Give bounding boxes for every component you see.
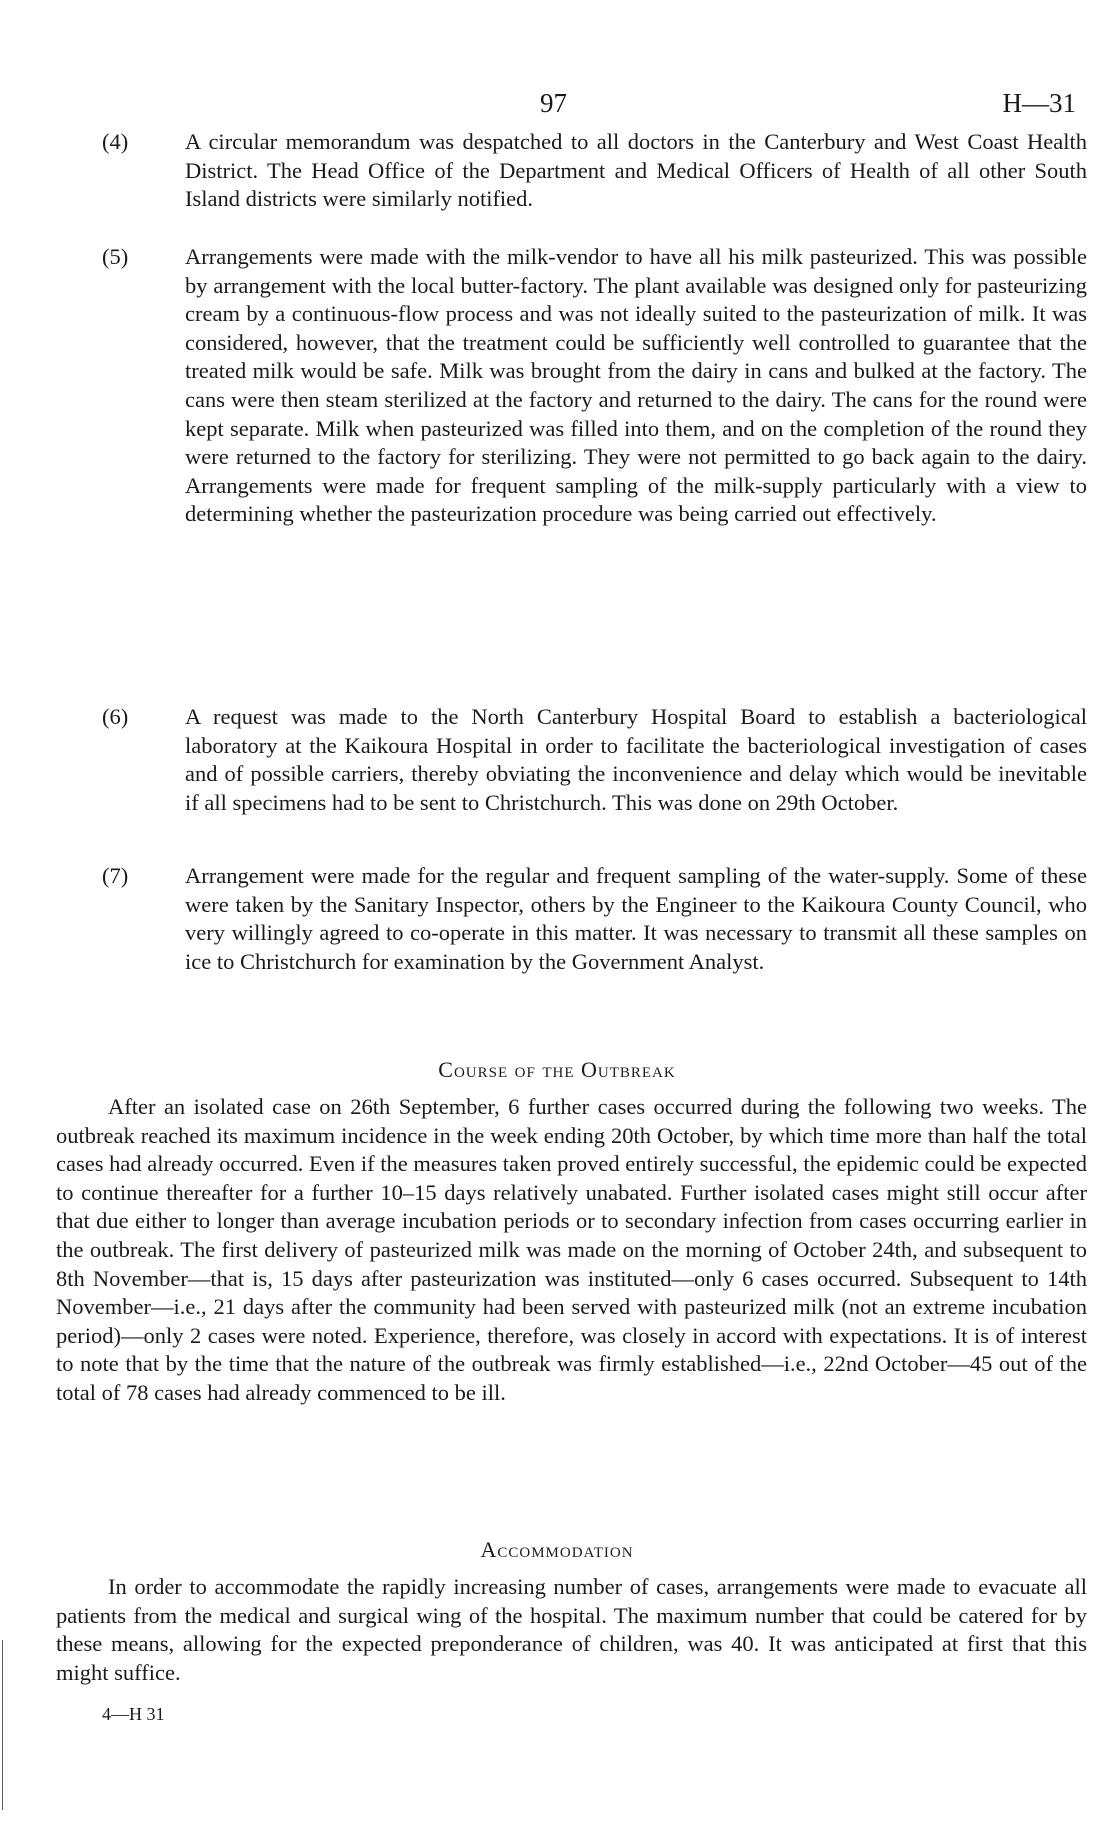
section-heading: Accommodation (480, 1537, 634, 1562)
item-text: Arrangements were made with the milk-vendor to have all his milk pasteurized. This was possible by arrangement with the local butter-factory. The plant available was designed only for pasteurizing cream by a continuous-flow process and was not ideally suited to the pasteurization of milk. It was considered, however, that the treatment could be sufficiently well controlled to guarantee that the treated milk would be safe. Milk was brought from the dairy in cans and bulked at the factory. The cans were then steam sterilized at the factory and returned to the dairy. The cans for the round were kept separate. Milk when pasteurized was filled into them, and on the completion of the round they were returned to the factory for sterilizing. They were not permitted to go back again to the dairy. Arrangements were made for frequent sampling of the milk-supply particularly with a view to determining whether the pasteurization procedure was being carried out effectively. (185, 244, 1087, 527)
item-text: A request was made to the North Canterbury Hospital Board to establish a bacteriological laboratory at the Kaikoura Hospital in order to facilitate the bacteriological investigation of cases and of possible carriers, thereby obviating the inconvenience and delay which would be inevitable if all specimens had to be sent to Christchurch. This was done on 29th October. (185, 704, 1087, 815)
section-heading: Course of the Outbreak (438, 1057, 676, 1082)
item-number: (4) (102, 129, 129, 154)
list-item (102, 862, 1087, 976)
item-number: (7) (102, 863, 129, 888)
section-paragraph: In order to accommodate the rapidly increasing number of cases, arrangements were made to evacuate all patients from the medical and surgical wing of the hospital. The maximum number that could be catered for by these means, allowing for the expected preponderance of children, was 40. It was anticipated at first that this might suffice. (56, 1574, 1087, 1685)
list-item (102, 703, 1087, 817)
item-text: A circular memorandum was despatched to all doctors in the Canterbury and West Coast Health District. The Head Office of the Department and Medical Officers of Health of all other South Island districts were similarly notified. (185, 129, 1087, 212)
scan-edge-line (2, 1640, 3, 1810)
section-paragraph: After an isolated case on 26th September, 6 further cases occurred during the following two weeks. The outbreak reached its maximum incidence in the week ending 20th October, by which time more than half the total cases had already occurred. Even if the measures taken proved entirely successful, the epidemic could be expected to continue thereafter for a further 10–15 days relatively unabated. Further isolated cases might still occur after that due either to longer than average incubation periods or to secondary infection from cases occurring earlier in the outbreak. The first delivery of pasteurized milk was made on the morning of October 24th, and subsequent to 8th November—that is, 15 days after pasteurization was instituted—only 6 cases occurred. Subsequent to 14th November—i.e., 21 days after the community had been served with pasteurized milk (not an extreme incubation period)—only 2 cases were noted. Experience, therefore, was closely in accord with expectations. It is of interest to note that by the time that the nature of the outbreak was firmly established—i.e., 22nd October—45 out of the total of 78 cases had already commenced to be ill. (56, 1094, 1087, 1405)
item-number: (6) (102, 704, 129, 729)
page-number: 97 (540, 88, 567, 118)
list-item (102, 243, 1087, 529)
list-item (102, 128, 1087, 214)
item-text: Arrangement were made for the regular and frequent sampling of the water-supply. Some of these were taken by the Sanitary Inspector, others by the Engineer to the Kaikoura County Council, who very willingly agreed to co-operate in this matter. It was necessary to transmit all these samples on ice to Christchurch for examination by the Government Analyst. (185, 863, 1087, 974)
page-code: H—31 (1002, 88, 1076, 118)
footer-code: 4—H 31 (102, 1704, 165, 1724)
item-number: (5) (102, 244, 129, 269)
